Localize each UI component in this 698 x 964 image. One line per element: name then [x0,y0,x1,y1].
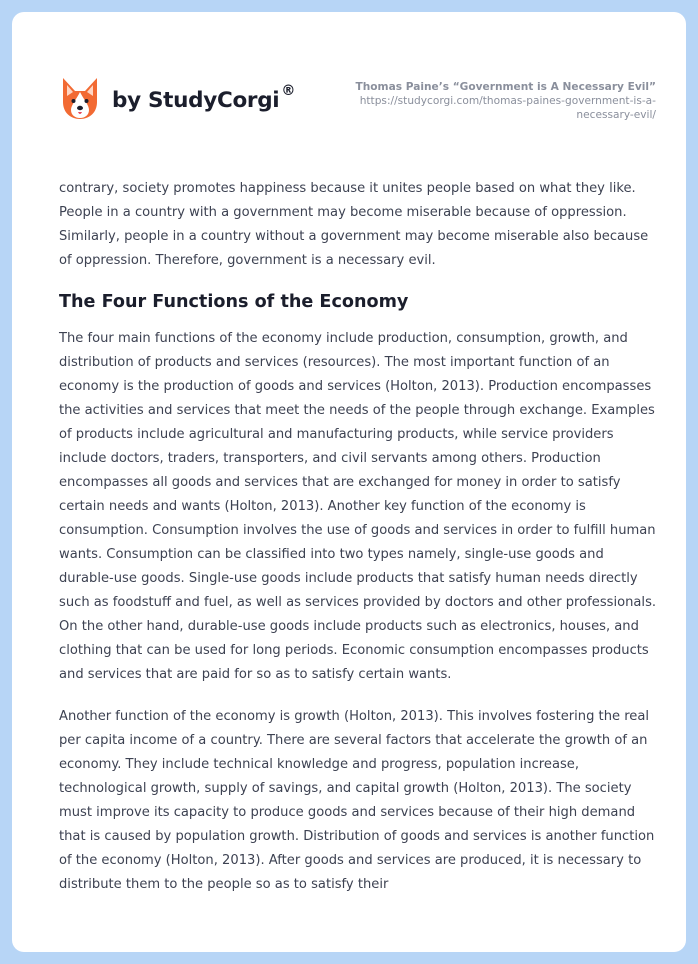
intro-paragraph: contrary, society promotes happiness because it unites people based on what they like. People in a country with a government may become miserable because of oppression. Similarly, people in a country without a government may become miserable also because of oppression. Therefore, government is a necessary evil. [59,181,649,268]
studycorgi-logo[interactable] [60,76,295,120]
body-paragraph: The four main functions of the economy include production, consumption, growth, and distribution of products and services (resources). The most important function of an economy is the production of goods and services (Holton, 2013). Production encompasses the activities and services that meet the needs of the people through exchange. Examples of products include agricultural and manufacturing products, while service providers include doctors, traders, transporters, and civil servants among others. Production encompasses all goods and services that are exchanged for money in order to satisfy certain needs and wants (Holton, 2013). Another key function of the economy is consumption. Consumption involves the use of goods and services in order to fulfill human wants. Consumption can be classified into two types namely, single-use goods and durable-use goods. Single-use goods include products that satisfy human needs directly such as foodstuff and fuel, as well as services provided by doctors and other professionals. On the other hand, durable-use goods include products such as electronics, houses, and clothing that can be used for long periods. Economic consumption encompasses products and services that are paid for so as to satisfy certain wants. [59,331,657,682]
article-content [59,177,659,897]
document-page [12,12,686,952]
corgi-icon [60,76,100,120]
registered-mark: ® [281,82,296,99]
section-heading: The Four Functions of the Economy [59,292,409,312]
brand-name: by StudyCorgi ® [112,82,296,114]
document-meta [326,80,656,122]
document-title: Thomas Paine’s “Government is A Necessary Evil” [355,81,656,93]
body-paragraph: Another function of the economy is growth (Holton, 2013). This involves fostering the real per capita income of a country. There are several factors that accelerate the growth of an economy. They include technical knowledge and progress, population increase, technological growth, supply of savings, and capital growth (Holton, 2013). The society must improve its capacity to produce goods and services because of their high demand that is caused by population growth. Distribution of goods and services is another function of the economy (Holton, 2013). After goods and services are produced, it is necessary to distribute them to the people so as to satisfy their [59,709,655,892]
document-url[interactable]: https://studycorgi.com/thomas-paines-government-is-a- necessary-evil/ [359,95,656,121]
